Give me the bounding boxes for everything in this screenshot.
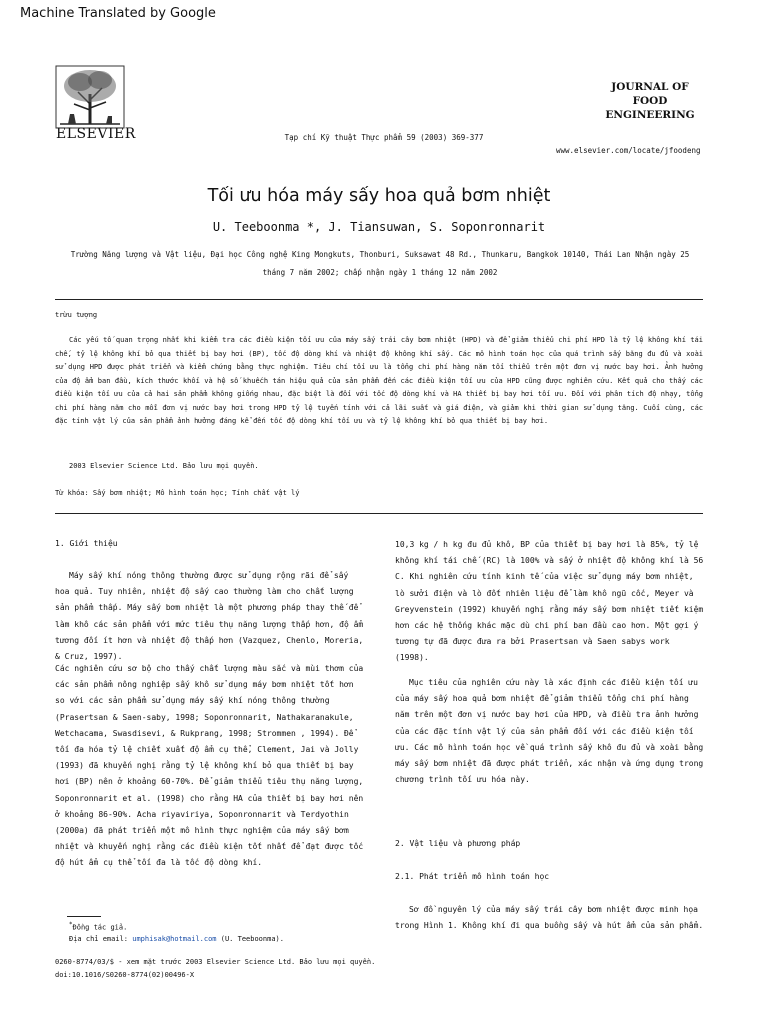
section-2-heading: 2. Vật liệu và phương pháp [395, 839, 521, 848]
machine-translation-banner: Machine Translated by Google [20, 6, 216, 21]
abstract-text: Các yếu tố quan trọng nhất khi kiểm tra các điều kiện tối ưu của máy sấy trái cây bơm nhiệt (HPD) và để giảm thiểu chi phí HPD là tỷ lệ không khí tái chế, tỷ lệ không khí bỏ qua thiết bị bay hơi (BP), tốc độ dòng khí và nhiệt độ không khí sấy. Các mô hình toán học của quá trình sấy băng đu đủ và xoài sử dụng HPD được phát triển và kiểm chứng bằng thực nghiệm. Tiêu chí tối ưu là tổng chi phí hàng năm tối thiểu trên một đơn vị nước bay hơi. Ảnh hưởng của độ ẩm ban đầu, kích thước khối và hệ số khuếch tán hiệu quả của sản phẩm đến các điều kiện tối ưu của HPD cũng được nghiên cứu. Kết quả cho thấy các điều kiện tối ưu của cả hai sản phẩm không giống nhau, đặc biệt là đối với tốc độ dòng khí và HA thiết bị bay hơi tối ưu. Đối với phân tích độ nhạy, tổng chi phí hàng năm cho mỗi đơn vị nước bay hơi trong HPD tỷ lệ tuyến tính với cả lãi suất và giá điện, và giảm khi thời gian sử dụng tăng. Cuối cùng, các đặc tính vật lý của sản phẩm ảnh hưởng đáng kể đến tốc độ dòng khí tối ưu và tỷ lệ không khí bỏ qua thiết bị bay hơi. [55, 336, 703, 425]
divider-top [55, 299, 703, 300]
footnote-divider [67, 916, 101, 917]
doi-line: doi:10.1016/S0260-8774(02)00496-X [55, 971, 195, 979]
intro-paragraph-2: Các nghiên cứu sơ bộ cho thấy chất lượng màu sắc và mùi thơm của các sản phẩm nông nghiệp sấy khô sử dụng máy bơm nhiệt tốt hơn so với các sản phẩm sử dụng máy sấy khí nóng thông thường (Prasertsan & Saen-saby, 1998; Soponronnarit, Nathakaranakule, Wetchacama, Swasdisevi, & Rukprang, 1998; Strommen , 1994). Để tối đa hóa tỷ lệ chiết xuất độ ẩm cụ thể, Clement, Jai và Jolly (1993) đã khuyến nghị rằng tỷ lệ không khí bỏ qua thiết bị bay hơi (BP) nên ở khoảng 60-70%. Để giảm thiểu tiêu thụ năng lượng, Soponronnarit et al. (1998) cho rằng HA của thiết bị bay hơi nên ở khoảng 86-90%. Acha riyaviriya, Soponronnarit và Terdyothin (2000a) đã phát triển một mô hình thực nghiệm của máy sấy bơm nhiệt và khuyến nghị rằng các điều kiện tốt nhất để đạt được tốc độ hút ẩm cụ thể tối đa là tốc độ dòng khí. [55, 664, 364, 868]
abstract-label: trừu tượng [55, 311, 98, 319]
received-dates: tháng 7 năm 2002; chấp nhận ngày 1 tháng 12 năm 2002 [262, 268, 498, 277]
journal-name-line: FOOD [632, 95, 668, 107]
footnote-mark: * [69, 922, 73, 928]
affiliation-line: Trường Năng lượng và Vật liệu, Đại học Công nghệ King Mongkuts, Thonburi, Suksawat 48 Rd., Thunkaru, Bangkok 10140, Thái Lan Nhận ngày 25 [70, 250, 690, 259]
journal-name-line: JOURNAL OF [611, 81, 689, 93]
footnote-corresponding-author [69, 919, 127, 933]
paper-authors: U. Teeboonma *, J. Tiansuwan, S. Soponronnarit [212, 220, 546, 234]
footnote-author-text: Đồng tác giả. [72, 923, 128, 932]
issn-line: 0260-8774/03/$ - xem mặt trước 2003 Elsevier Science Ltd. Bảo lưu mọi quyền. [55, 958, 376, 966]
journal-citation: Tạp chí Kỹ thuật Thực phẩm 59 (2003) 369-377 [284, 133, 484, 142]
journal-name [600, 80, 700, 122]
publisher-name: ELSEVIER [56, 126, 136, 142]
journal-name-line: ENGINEERING [605, 109, 695, 121]
affiliation [60, 246, 700, 282]
methods-paragraph-1: Sơ đồ nguyên lý của máy sấy trái cây bơm nhiệt được minh họa trong Hình 1. Không khí đi qua buồng sấy và hút ẩm của sản phẩm. [395, 905, 704, 931]
section-1-heading: 1. Giới thiệu [55, 539, 118, 548]
journal-url[interactable]: www.elsevier.com/locate/jfoodeng [556, 146, 701, 155]
divider-bottom [55, 513, 703, 514]
footnote-email-line [69, 933, 284, 945]
copyright-notice: 2003 Elsevier Science Ltd. Bảo lưu mọi quyền. [69, 462, 259, 470]
paper-title: Tối ưu hóa máy sấy hoa quả bơm nhiệt [207, 186, 551, 206]
elsevier-tree-logo [54, 64, 126, 130]
section-2-1-heading: 2.1. Phát triển mô hình toán học [395, 872, 550, 881]
intro-paragraph-3: 10,3 kg / h kg đu đủ khô, BP của thiết bị bay hơi là 85%, tỷ lệ không khí tái chế (RC) là 100% và sấy ở nhiệt độ không khí là 56 C. Khi nghiên cứu tính kinh tế của việc sử dụng máy bơm nhiệt, lò sưởi điện và lò đốt nhiên liệu để làm khô ngũ cốc, Meyer và Greyvenstein (1992) khuyến nghị rằng máy sấy bơm nhiệt tiết kiệm hơn các hệ thống khác mặc dù chi phí ban đầu cao hơn. Một gợi ý tương tự đã được đưa ra bởi Prasertsan và Saen sabys work (1998). [395, 540, 704, 663]
intro-paragraph-4: Mục tiêu của nghiên cứu này là xác định các điều kiện tối ưu của máy sấy hoa quả bơm nhiệt để giảm thiểu tổng chi phí hàng năm trên một đơn vị nước bay hơi của HPD, và điều tra ảnh hưởng của các đặc tính vật lý của sản phẩm đối với các điều kiện tối ưu. Các mô hình toán học về quá trình sấy khô đu đủ và xoài bằng máy sấy bơm nhiệt đã được phát triển, xác nhận và ứng dụng trong chương trình tối ưu hóa này. [395, 678, 704, 785]
footnote-email-name: (U. Teeboonma). [220, 935, 284, 943]
footnote-email-label: Địa chỉ email: [69, 935, 129, 943]
footnote-email-link[interactable]: umphisak@hotmail.com [132, 935, 217, 943]
keywords: Từ khóa: Sấy bơm nhiệt; Mô hình toán học; Tính chất vật lý [55, 489, 300, 497]
intro-paragraph-1: Máy sấy khí nóng thông thường được sử dụng rộng rãi để sấy hoa quả. Tuy nhiên, nhiệt độ sấy cao thường làm cho chất lượng sản phẩm thấp. Máy sấy bơm nhiệt là một phương pháp thay thế để làm khô các sản phẩm với mức tiêu thụ năng lượng thấp hơn, độ ẩm tương đối ít hơn và nhiệt độ thấp hơn (Vazquez, Chenlo, Moreria, & Cruz, 1997). [55, 571, 364, 662]
